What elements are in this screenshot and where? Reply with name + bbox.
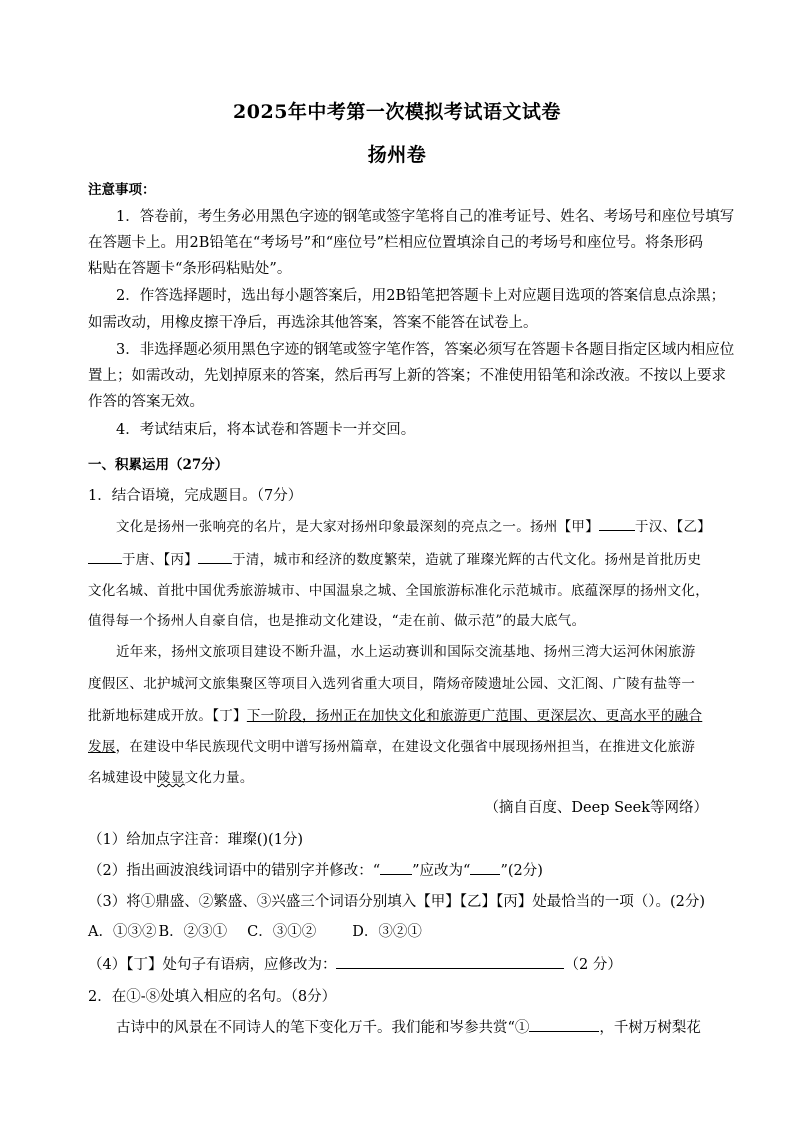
answer-blank[interactable] — [470, 860, 500, 875]
passage-line — [88, 548, 701, 568]
answer-blank[interactable] — [380, 860, 412, 875]
subquestion-3-options — [88, 920, 422, 941]
section-heading: 一、积累运用（27分） — [88, 457, 229, 473]
passage-text: 文化力量。 — [184, 770, 254, 786]
answer-blank[interactable] — [198, 549, 232, 564]
subquestion-2: （2）指出画波浪线词语中的错别字并修改：“ ”应改为“ ”(2分) — [88, 859, 543, 880]
passage-line — [116, 515, 711, 535]
passage-line — [88, 766, 254, 786]
passage-line: 度假区、北护城河文旅集聚区等项目入选列省重大项目，隋炀帝陵遗址公园、文汇阁、广陵有盐等一 — [88, 676, 696, 692]
passage-text: 批新地标建成开放。【丁】 — [88, 708, 247, 724]
answer-blank[interactable] — [529, 1017, 599, 1032]
exam-title: 2025年中考第一次模拟考试语文试卷 — [233, 101, 561, 123]
underlined-sentence: 发展 — [88, 739, 116, 755]
notice-line: 在答题卡上。用2B铅笔在“考场号”和“座位号”栏相应位置填涂自己的考场号和座位号。将条形码 — [88, 235, 704, 251]
option-b[interactable]: B．②③① — [158, 924, 228, 940]
notice-line: 1．答卷前，考生务必用黑色字迹的钢笔或签字笔将自己的准考证号、姓名、考场号和座位号填写 — [116, 209, 735, 225]
notice-line: 作答的答案无效。 — [88, 394, 204, 410]
passage-text: 名城建设中 — [88, 770, 157, 786]
passage-line — [88, 735, 695, 755]
wavy-word: 陵显 — [157, 770, 185, 786]
passage-text: 于唐、【丙】 — [122, 552, 199, 568]
answer-blank[interactable] — [336, 954, 564, 969]
passage-line — [88, 704, 702, 724]
answer-blank[interactable] — [599, 516, 635, 531]
question-stem: 1．结合语境，完成题目。（7分） — [88, 488, 303, 504]
notice-line: 如需改动，用橡皮擦干净后，再选涂其他答案，答案不能答在试卷上。 — [88, 315, 538, 331]
passage-text: 于清，城市和经济的数度繁荣，造就了璀璨光辉的古代文化。扬州是首批历史 — [232, 552, 702, 568]
option-c[interactable]: C．③①② — [247, 924, 317, 940]
option-d[interactable]: D．③②① — [352, 924, 422, 940]
option-a[interactable]: A．①③② — [88, 924, 157, 940]
question-stem: 2．在①-⑧处填入相应的名句。（8分） — [88, 989, 337, 1005]
notice-line: 置上；如需改动，先划掉原来的答案，然后再写上新的答案；不准使用铅笔和涂改液。不按以上要求 — [88, 368, 726, 384]
question-line: 古诗中的风景在不同诗人的笔下变化万千。我们能和岑参共赏“① ，千树万树梨花 — [116, 1016, 701, 1037]
passage-line: 文化名城、首批中国优秀旅游城市、中国温泉之城、全国旅游标准化示范城市。底蕴深厚的扬州文化， — [88, 583, 709, 599]
notice-line: 2．作答选择题时，选出每小题答案后，用2B铅笔把答题卡上对应题目选项的答案信息点涂黑； — [116, 288, 726, 304]
passage-text: 于汉、【乙】 — [635, 519, 712, 535]
underlined-sentence: 下一阶段，扬州正在加快文化和旅游更广范围、更深层次、更高水平的融合 — [246, 708, 703, 724]
source-note: （摘自百度、Deep Seek等网络） — [484, 800, 708, 816]
passage-line: 近年来，扬州文旅项目建设不断升温，水上运动赛训和国际交流基地、扬州三湾大运河休闲旅游 — [116, 644, 696, 660]
notice-line: 粘贴在答题卡“条形码粘贴处”。 — [88, 261, 292, 277]
subquestion-1: （1）给加点字注音：璀璨()(1分) — [88, 832, 304, 848]
notice-line: 4．考试结束后，将本试卷和答题卡一并交回。 — [116, 422, 416, 438]
passage-text: ，在建设中华民族现代文明中谱写扬州篇章，在建设文化强省中展现扬州担当，在推进文化旅游 — [115, 739, 696, 755]
notice-line: 3．非选择题必须用黑色字迹的钢笔或签字笔作答，答案必须写在答题卡各题目指定区域内相应位 — [116, 342, 735, 358]
passage-text: 文化是扬州一张响亮的名片，是大家对扬州印象最深刻的亮点之一。扬州【甲】 — [116, 519, 599, 535]
notice-heading: 注意事项： — [88, 182, 156, 198]
subquestion-4: （4）【丁】处句子有语病，应修改为： （2 分） — [88, 953, 622, 974]
answer-blank[interactable] — [88, 549, 122, 564]
passage-line: 值得每一个扬州人自豪自信，也是推动文化建设，“走在前、做示范”的最大底气。 — [88, 613, 586, 629]
exam-subtitle: 扬州卷 — [367, 144, 427, 166]
subquestion-3: （3）将①鼎盛、②繁盛、③兴盛三个词语分别填入【甲】【乙】【丙】处最恰当的一项（）。(2分) — [88, 894, 706, 910]
